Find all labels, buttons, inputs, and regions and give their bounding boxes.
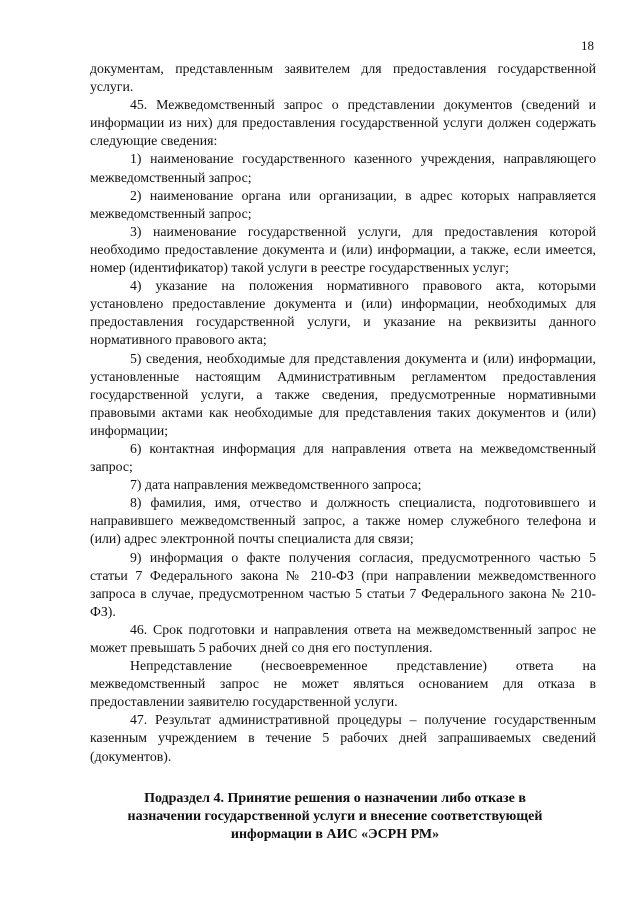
section-heading-line-2: назначении государственной услуги и внесение соответствующей [127,809,543,824]
list-item-7: 7) дата направления межведомственного запроса; [130,477,422,493]
paragraph-item-47: 47. Результат административной процедуры – получение государственным казенным учреждением в течение 5 рабочих дней запрашиваемых сведений (документов). [90,712,596,764]
page-number: 18 [581,38,594,53]
paragraph-item-45: 45. Межведомственный запрос о представлении документов (сведений и информации из них) для предоставления государственной услуги должен содержать следующие сведения: [90,97,596,149]
list-item-2: 2) наименование органа или организации, в адрес которых направляется межведомственный запрос; [90,187,596,221]
list-item-9: 9) информация о факте получения согласия, предусмотренного частью 5 статьи 7 Федерального закона № 210-ФЗ (при направлении межведомственного запроса в случае, предусмотренном частью 5 статьи 7 Федерального закона № 210-ФЗ). [90,549,596,619]
list-item-4: 4) указание на положения нормативного правового акта, которыми установлено предоставление документа и (или) информации, необходимых для предоставления государственной услуги, и указание на реквизиты данного нормативного правового акта; [90,278,596,348]
paragraph-item-46: 46. Срок подготовки и направления ответа на межведомственный запрос не может превышать 5 рабочих дней со дня его поступления. [90,621,596,655]
list-item-6: 6) контактная информация для направления ответа на межведомственный запрос; [90,440,596,475]
paragraph-nonsubmission: Непредставление (несвоевременное представление) ответа на межведомственный запрос не может являться основанием для отказа в предоставлении заявителю государственной услуги. [90,658,596,710]
body-text [90,60,596,766]
section-heading-line-1: Подраздел 4. Принятие решения о назначении либо отказе в [144,791,526,806]
list-item-8: 8) фамилия, имя, отчество и должность специалиста, подготовившего и направившего межведомственный запрос, а также номер служебного телефона и (или) адрес электронной почты специалиста для связи; [90,495,596,547]
paragraph-continuation: документам, представленным заявителем для предоставления государственной услуги. [90,61,596,95]
list-item-3: 3) наименование государственной услуги, для предоставления которой необходимо предоставление документа и (или) информации, а также, если имеется, номер (идентификатор) такой услуги в реестре государственных услуг; [90,223,596,276]
list-item-1: 1) наименование государственного казенного учреждения, направляющего межведомственный запрос; [90,151,596,185]
section-heading-line-3: информации в АИС «ЭСРН РМ» [230,827,440,842]
list-item-5: 5) сведения, необходимые для представления документа и (или) информации, установленные настоящим Административным регламентом предоставления государственной услуги, а также сведения, предусмотренные нормативными правовыми актами как необходимые для представления таких документов и (или) информации; [90,350,596,438]
section-heading [100,790,570,844]
